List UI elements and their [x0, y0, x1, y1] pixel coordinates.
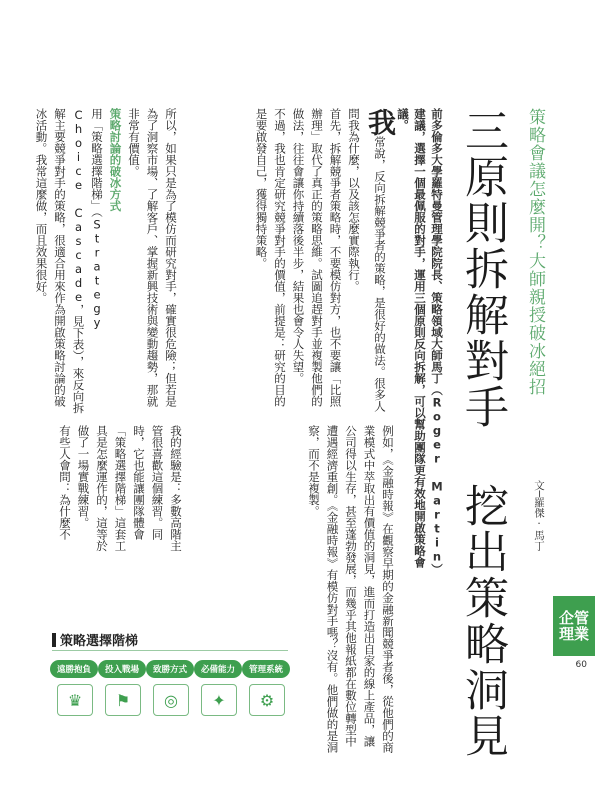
body-column-3 [0, 108, 180, 418]
ladder-title-text: 策略選擇階梯 [60, 634, 139, 649]
page-number: 60 [575, 660, 587, 670]
ladder-step-5: 管理系統 [242, 660, 290, 678]
subheading: 策略討論的破冰方式 [108, 108, 123, 212]
paragraph: 例如，《金融時報》在觀察早期的金融新聞競爭者後，從他們的商業模式中萃取出有價值的洞見，進而打造出自家的線上產品，讓公司得以生存，甚至蓬勃發展，而幾乎其他報紙都在數位轉型中遭遇經濟重創。《金融時報》有模仿對手嗎？沒有。他們做的是洞察，而不是複製。 [307, 425, 395, 753]
paragraph [345, 108, 398, 416]
trophy-icon: ♛ [57, 684, 93, 716]
strategy-ladder [50, 660, 290, 770]
title-bar [52, 633, 56, 647]
network-icon: ⚙ [249, 684, 285, 716]
article-title: 三原則拆解對手 挖出策略洞見 [457, 108, 508, 759]
section-tag [553, 596, 595, 656]
kicker: 策略會議怎麼開？大師親授破冰絕招 [525, 108, 545, 396]
body-column-4 [5, 425, 185, 555]
paragraph: 我的經驗是：多數高階主管很喜歡這個練習。同時，它也能讓團隊體會「策略選擇階梯」這套工具是怎麼運作的，這等於做了一場實戰練習。 [76, 425, 183, 552]
section-tag-line-2: 理業 [558, 625, 589, 643]
ladder-step-4: 必備能力 [194, 660, 242, 678]
deck: 前多倫多大學羅特曼管理學院院長、策略領域大師馬丁（Roger Martin）建議，選擇一個最佩服的對手，運用三個原則反向拆解，可以幫助團隊更有效地開啟策略會議。 [396, 108, 444, 575]
ladder-step-1: 遠勝抱負 [50, 660, 98, 678]
ladder-step-3: 致勝方式 [146, 660, 194, 678]
byline-prefix: 文─ [533, 480, 545, 497]
ladder-title [52, 630, 138, 649]
paragraph: 用「策略選擇階梯」（Strategy Choice Cascade，見下表），來反向拆解主要競爭對手的策略，很適合用來作為開啟策略討論的破冰活動。我常這麼做，而且效果很好。 [34, 108, 104, 414]
paragraph-text: 常說，反向拆解競爭者的策略，是很好的做法。很多人問我為什麼，以及該怎麼實際執行。 [347, 108, 387, 412]
paragraph: 首先，拆解競爭者策略時，不要模仿對方，也不要讓「比照辦理」取代了真正的策略思維。試圖追趕對手並複製他們的做法，往往會讓你持續落後半步，結果也會令人失望。 [291, 108, 343, 407]
drop-cap: 我 [364, 108, 397, 136]
byline [533, 480, 545, 551]
paragraph: 不過，我也肯定研究競爭對手的價值，前提是：研究的目的是要啟發自己，獲得獨特策略。 [254, 108, 287, 407]
byline-author: 羅傑·馬丁 [533, 496, 545, 551]
section-tag-line-1: 企管 [558, 609, 589, 627]
tools-icon: ✦ [201, 684, 237, 716]
flag-icon: ⚑ [105, 684, 141, 716]
paragraph: 有些人會問：為什麼不 [58, 425, 72, 540]
body-column-1 [217, 108, 397, 416]
divider [52, 650, 288, 651]
target-icon: ◎ [153, 684, 189, 716]
ladder-step-2: 投入戰場 [98, 660, 146, 678]
paragraph: 所以，如果只是為了模仿而研究對手，確實很危險；但若是為了洞察市場、了解客戶、掌握新興技術與變動趨勢，那就非常有價值。 [127, 108, 178, 407]
